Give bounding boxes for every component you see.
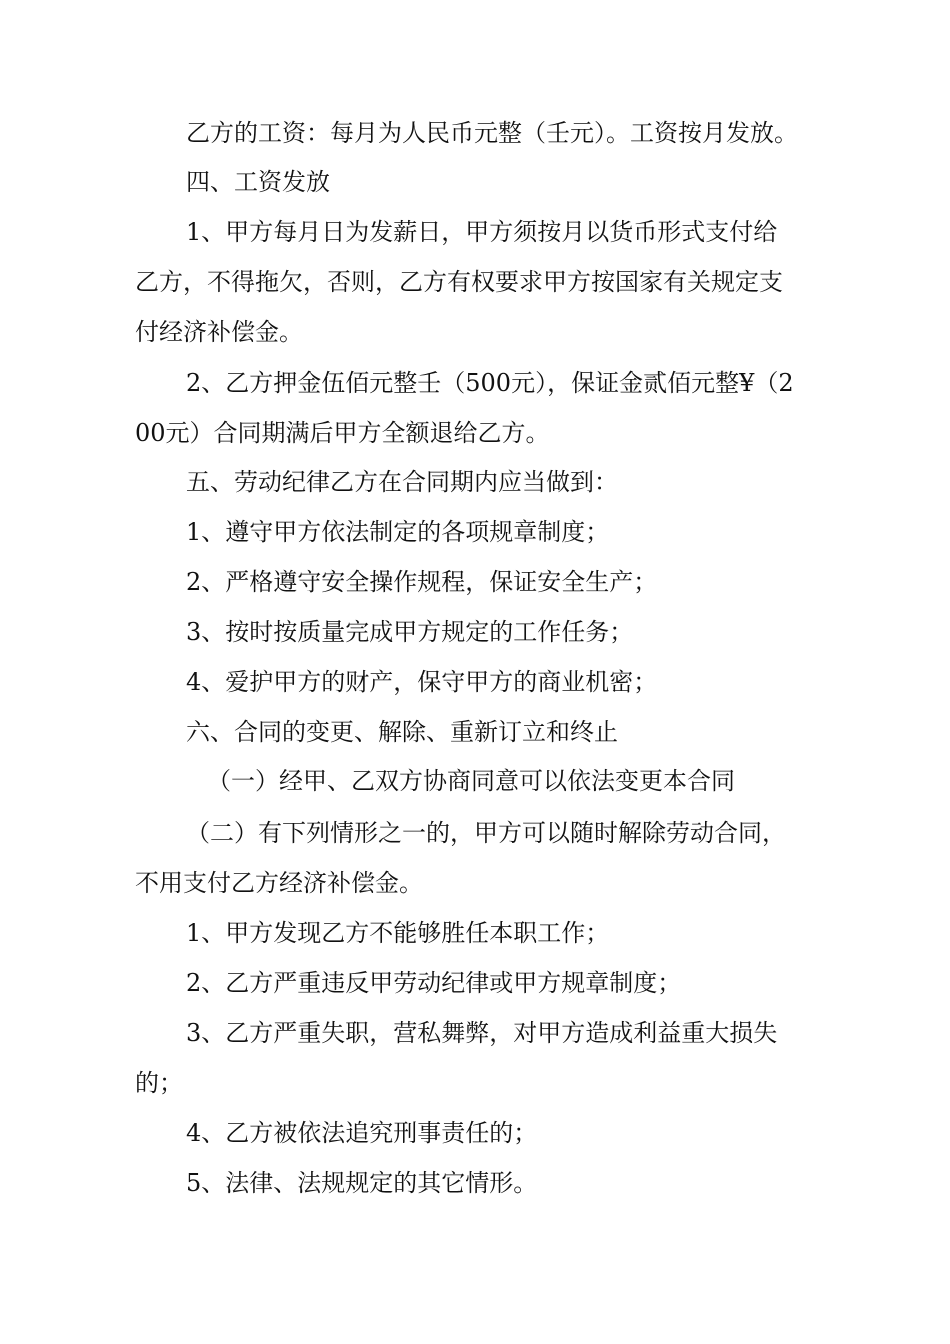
list-item: 2、乙方严重违反甲劳动纪律或甲方规章制度； [186, 969, 682, 997]
list-item: 3、按时按质量完成甲方规定的工作任务； [186, 618, 634, 646]
text-line: （一）经甲、乙双方协商同意可以依法变更本合同 [207, 767, 735, 795]
text-line: （二）有下列情形之一的，甲方可以随时解除劳动合同， [186, 819, 786, 847]
list-item: 4、乙方被依法追究刑事责任的； [186, 1119, 538, 1147]
text-line: 乙方，不得拖欠，否则，乙方有权要求甲方按国家有关规定支 [135, 268, 783, 296]
list-item: 1、遵守甲方依法制定的各项规章制度； [186, 518, 610, 546]
section-heading: 四、工资发放 [186, 168, 330, 196]
section-heading: 五、劳动纪律乙方在合同期内应当做到： [186, 468, 618, 496]
list-item: 5、法律、法规规定的其它情形。 [186, 1169, 538, 1197]
text-line: 1、甲方每月日为发薪日，甲方须按月以货币形式支付给 [186, 218, 778, 246]
text-line: 乙方的工资：每月为人民币元整（壬元）。工资按月发放。 [186, 119, 798, 147]
text-line: 2、乙方押金伍佰元整壬（500元），保证金贰佰元整¥（2 [186, 369, 794, 397]
text-line: 00元）合同期满后甲方全额退给乙方。 [135, 419, 550, 447]
list-item: 2、严格遵守安全操作规程，保证安全生产； [186, 568, 658, 596]
text-line: 不用支付乙方经济补偿金。 [135, 869, 423, 897]
section-heading: 六、合同的变更、解除、重新订立和终止 [186, 718, 618, 746]
list-item: 1、甲方发现乙方不能够胜任本职工作； [186, 919, 610, 947]
text-line: 的； [135, 1069, 183, 1097]
text-line: 付经济补偿金。 [135, 318, 303, 346]
list-item: 4、爱护甲方的财产，保守甲方的商业机密； [186, 668, 658, 696]
list-item: 3、乙方严重失职，营私舞弊，对甲方造成利益重大损失 [186, 1019, 778, 1047]
